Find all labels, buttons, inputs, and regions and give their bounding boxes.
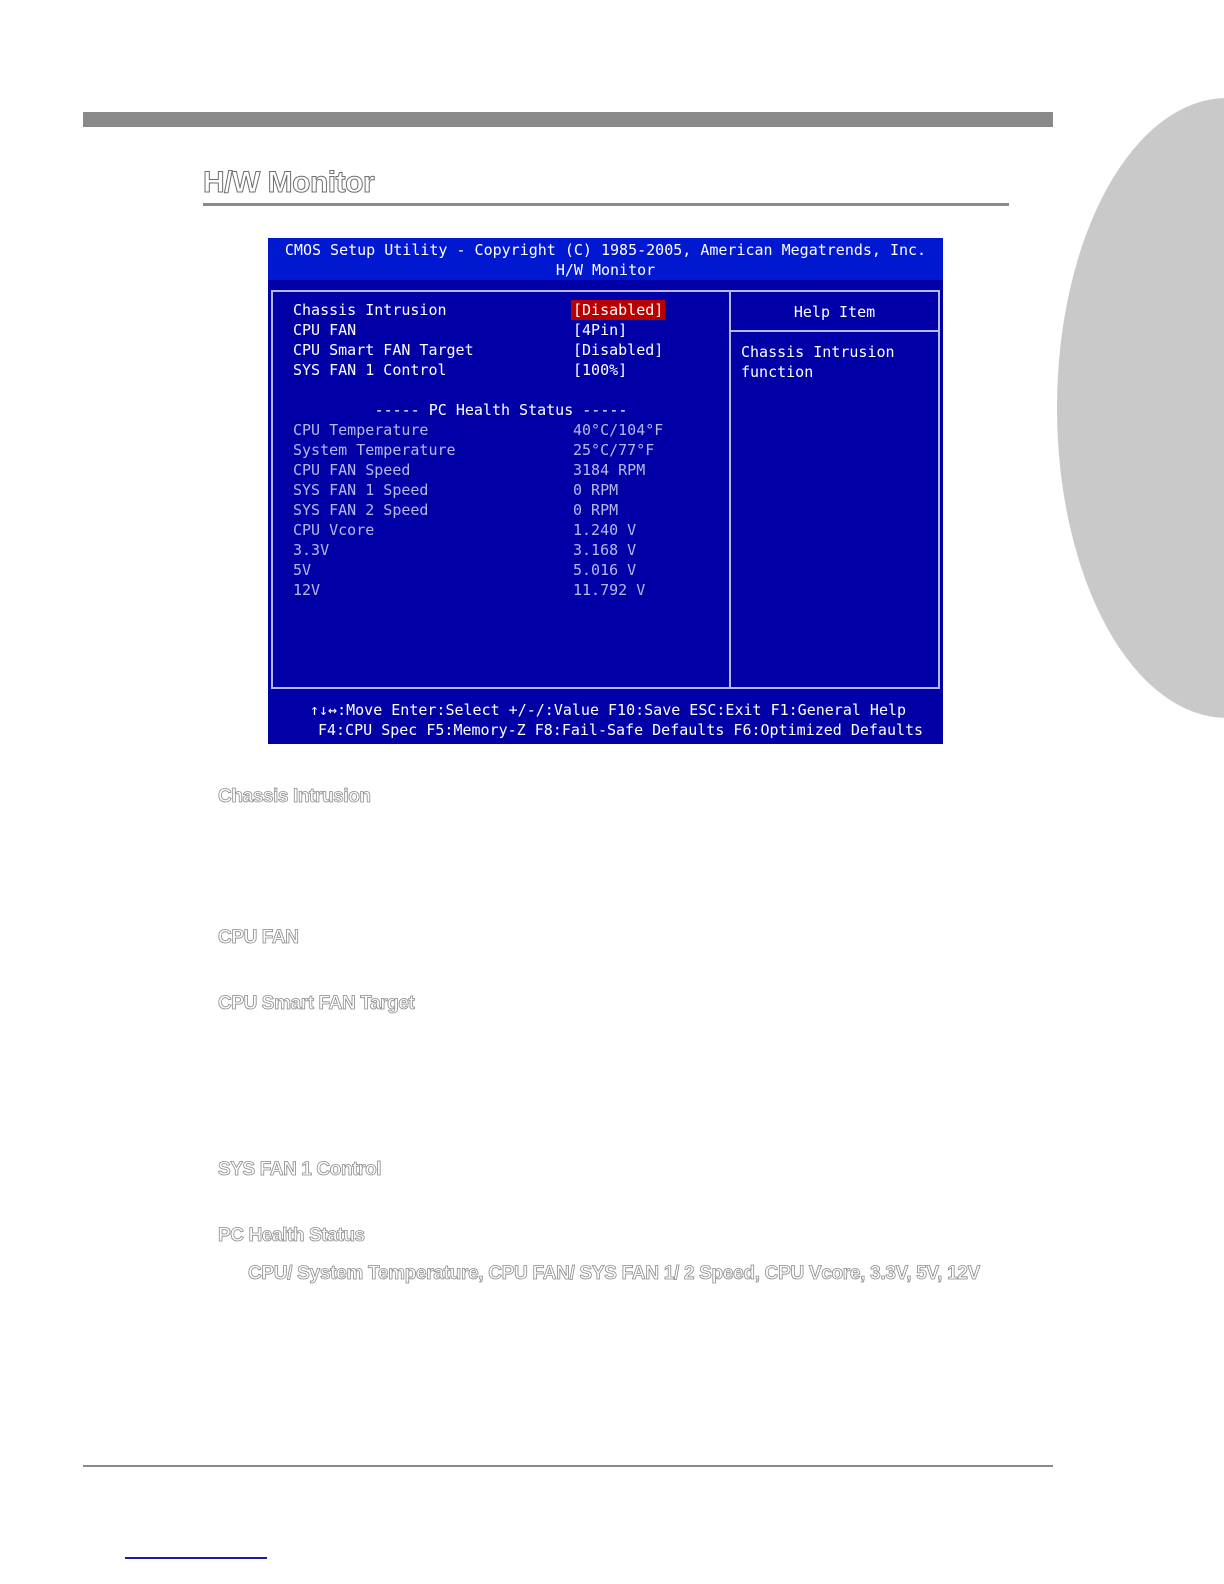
health-label: SYS FAN 1 Speed [293, 481, 429, 499]
bios-screenshot [268, 238, 943, 744]
side-chapter-tab [1057, 98, 1224, 718]
health-value: 3184 RPM [573, 461, 646, 479]
health-row [293, 560, 723, 580]
health-value: 1.240 V [573, 521, 637, 539]
health-label: 5V [293, 561, 312, 579]
footer-accent-line [125, 1557, 267, 1559]
heading-cpu-smart-fan-target: CPU Smart FAN Target [218, 993, 415, 1014]
pc-health-status-description: CPU/ System Temperature, CPU FAN/ SYS FAN 1/ 2 Speed, CPU Vcore, 3.3V, 5V, 12V [248, 1263, 980, 1284]
setting-value[interactable]: [100%] [573, 361, 628, 379]
health-label: CPU Temperature [293, 421, 429, 439]
health-value: 40°C/104°F [573, 421, 664, 439]
bios-screen-title: H/W Monitor [555, 261, 656, 279]
health-label: CPU FAN Speed [293, 461, 411, 479]
health-label: 3.3V [293, 541, 330, 559]
health-value: 11.792 V [573, 581, 646, 599]
help-panel-separator [731, 330, 938, 332]
page-title: H/W Monitor [203, 166, 375, 199]
setting-label: CPU FAN [293, 321, 357, 339]
heading-pc-health-status: PC Health Status [218, 1225, 365, 1246]
bios-copyright: CMOS Setup Utility - Copyright (C) 1985-2005, American Megatrends, Inc. [284, 241, 927, 259]
health-label: System Temperature [293, 441, 456, 459]
health-row [293, 540, 723, 560]
heading-sys-fan-1-control: SYS FAN 1 Control [218, 1159, 382, 1180]
bios-main-frame [271, 290, 940, 689]
key-legend-line-2: F4:CPU Spec F5:Memory-Z F8:Fail-Safe Defaults F6:Optimized Defaults [318, 721, 924, 739]
health-value: 0 RPM [573, 501, 619, 519]
heading-cpu-fan: CPU FAN [218, 927, 299, 948]
health-row [293, 460, 723, 480]
health-value: 5.016 V [573, 561, 637, 579]
setting-value[interactable]: [4Pin] [573, 321, 628, 339]
health-row [293, 480, 723, 500]
top-decorative-bar [83, 112, 1053, 127]
health-row [293, 520, 723, 540]
setting-sys-fan-1-control[interactable] [293, 360, 723, 380]
key-legend-line-1: ↑↓↔:Move Enter:Select +/-/:Value F10:Save ESC:Exit F1:General Help [310, 701, 907, 719]
setting-value[interactable]: [Disabled] [573, 341, 664, 359]
setting-label: Chassis Intrusion [293, 301, 447, 319]
setting-value-selected[interactable]: [Disabled] [573, 301, 664, 319]
bios-header [268, 238, 943, 280]
title-divider [203, 203, 1009, 206]
health-label: SYS FAN 2 Speed [293, 501, 429, 519]
health-value: 25°C/77°F [573, 441, 655, 459]
health-row [293, 580, 723, 600]
help-panel-title: Help Item [793, 303, 876, 321]
help-panel-divider [729, 292, 731, 687]
setting-cpu-fan[interactable] [293, 320, 723, 340]
heading-chassis-intrusion: Chassis Intrusion [218, 786, 371, 807]
setting-chassis-intrusion[interactable] [293, 300, 723, 320]
health-row [293, 500, 723, 520]
setting-label: CPU Smart FAN Target [293, 341, 474, 359]
health-label: CPU Vcore [293, 521, 375, 539]
health-row [293, 440, 723, 460]
setting-cpu-smart-fan-target[interactable] [293, 340, 723, 360]
health-label: 12V [293, 581, 321, 599]
setting-label: SYS FAN 1 Control [293, 361, 447, 379]
health-value: 0 RPM [573, 481, 619, 499]
bottom-divider [83, 1465, 1053, 1467]
pc-health-heading: ----- PC Health Status ----- [374, 401, 628, 419]
health-row [293, 420, 723, 440]
health-value: 3.168 V [573, 541, 637, 559]
help-panel-text: Chassis Intrusion function [741, 343, 895, 381]
